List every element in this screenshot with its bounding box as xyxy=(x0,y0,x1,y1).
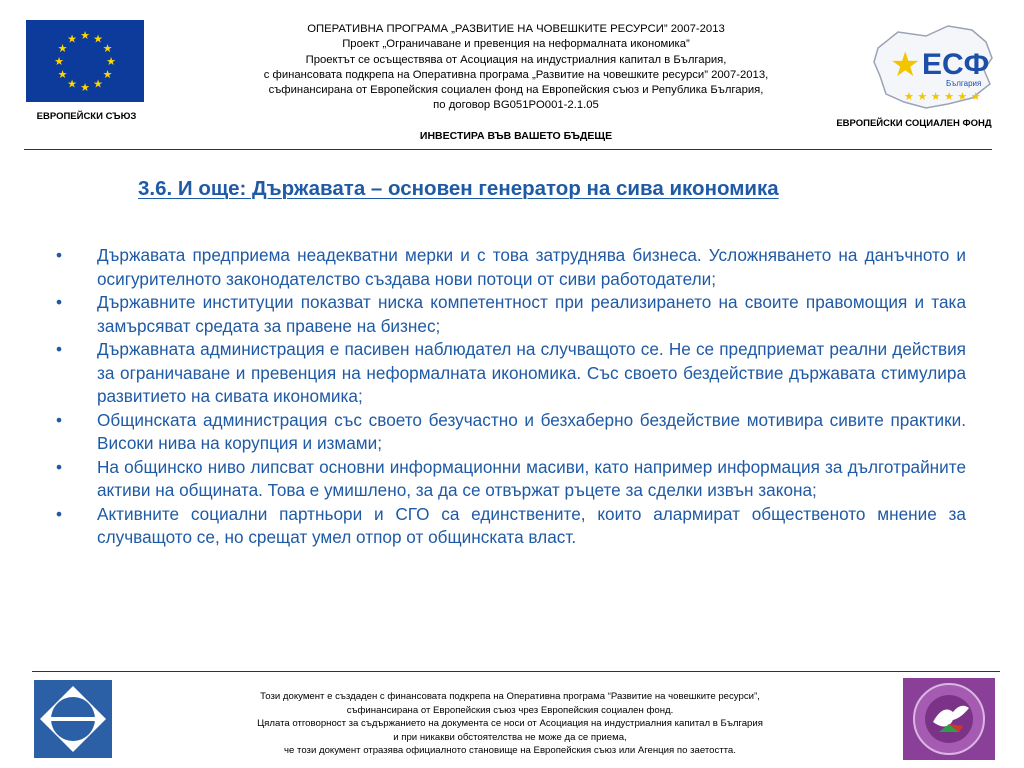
header-line: Проект „Ограничаване и превенция на неформалната икономика” xyxy=(342,38,690,51)
svg-text:★: ★ xyxy=(890,45,921,85)
header-project-info xyxy=(200,22,832,114)
star-icon: ★ xyxy=(102,68,113,81)
esf-logo-subtext: България xyxy=(946,79,982,88)
list-item xyxy=(56,409,966,456)
star-icon: ★ xyxy=(93,77,103,91)
esf-logo xyxy=(868,18,1006,116)
eu-label: ЕВРОПЕЙСКИ СЪЮЗ xyxy=(36,111,137,122)
footer-line: и при никакви обстоятелства не може да се приема, xyxy=(393,731,627,743)
bullet-text: Държавните институции показват ниска компетентност при реализирането на своите правомощия и така замърсяват средата за правене на бизнес; xyxy=(97,292,966,336)
header-line: по договор BG051PO001-2.1.05 xyxy=(433,99,599,112)
bullet-icon: • xyxy=(56,245,63,265)
star-icon: ★ xyxy=(93,32,103,46)
bullet-text: Активните социални партньори и СГО са единствените, които алармират общественото мнение за случващото се, но срещат умел отпор от общинската власт. xyxy=(97,503,966,547)
bullet-icon: • xyxy=(56,456,63,477)
footer-line: че този документ отразява официалното становище на Европейския съюз или Агенция по заетостта. xyxy=(284,745,736,757)
bullet-text: На общинско ниво липсват основни информационни масиви, като например информация за дълготрайните активи на общината. Това е умишлено, за да се отвържат ръцете за сделки извън закона; xyxy=(97,456,966,500)
bullet-icon: • xyxy=(56,339,63,359)
star-icon: ★ xyxy=(57,68,68,81)
esf-logo-text: ЕСФ xyxy=(922,48,990,81)
svg-text:★ ★ ★ ★ ★ ★: ★ ★ ★ ★ ★ ★ xyxy=(904,90,981,103)
bullet-icon: • xyxy=(56,409,63,430)
star-icon: ★ xyxy=(102,42,113,55)
header-line: с финансовата подкрепа на Оперативна програма „Развитие на човешките ресурси” 2007-2013, xyxy=(263,68,769,81)
star-icon: ★ xyxy=(54,55,64,68)
union-seal-logo xyxy=(903,678,995,760)
eu-flag-logo xyxy=(26,20,144,102)
header-divider xyxy=(24,149,992,150)
star-icon: ★ xyxy=(80,81,90,94)
star-icon: ★ xyxy=(67,77,77,91)
footer-line: Този документ е създаден с финансовата подкрепа на Оперативна програма “Развитие на човешките ресурси”, xyxy=(260,691,760,702)
footer-divider xyxy=(32,671,1000,672)
star-icon: ★ xyxy=(57,42,68,55)
slide-title-text: 3.6. И още: Държавата – основен генератор на сива икономика xyxy=(138,177,779,200)
star-icon: ★ xyxy=(106,55,116,68)
list-item xyxy=(56,503,966,550)
bullet-text: Държавната администрация е пасивен наблюдател на случващото се. Не се предприемат реални действия за ограничаване и превенция на неформалната икономика. Със своето бездействие държавата стимулира развитието на сивата икономика; xyxy=(97,339,966,406)
aicb-logo xyxy=(34,680,112,758)
bullet-text: Общинската администрация със своето безучастно и безхаберно бездействие мотивира сивите практики. Високи нива на корупция и измами; xyxy=(97,409,966,453)
header-line: ОПЕРАТИВНА ПРОГРАМА „РАЗВИТИЕ НА ЧОВЕШКИТЕ РЕСУРСИ” 2007-2013 xyxy=(307,23,725,35)
list-item xyxy=(56,456,966,503)
header-line: съфинансирана от Европейския социален фонд на Европейския съюз и Република България, xyxy=(268,84,764,97)
slide-title xyxy=(138,177,958,201)
header-line: Проектът се осъществява от Асоциация на индустриалния капитал в България, xyxy=(305,53,727,66)
footer-disclaimer xyxy=(160,690,860,758)
header-slogan: ИНВЕСТИРА ВЪВ ВАШЕТО БЪДЕЩЕ xyxy=(419,130,613,142)
bullet-icon: • xyxy=(56,292,63,312)
list-item xyxy=(56,338,966,409)
star-icon: ★ xyxy=(80,29,90,42)
bullet-text: Държавата предприема неадекватни мерки и с това затруднява бизнеса. Усложняването на данъчното и осигурителното законодателство създава нови потоци от сиви работодатели; xyxy=(97,245,966,289)
star-icon: ★ xyxy=(67,32,77,46)
footer-line: съфинансирана от Европейския съюз чрез Европейския социален фонд. xyxy=(346,704,674,716)
bullet-list xyxy=(56,244,966,550)
footer-line: Цялата отговорност за съдържанието на документа се носи от Асоциация на индустриалния капитал в България xyxy=(257,718,763,730)
bullet-icon: • xyxy=(56,503,63,524)
list-item xyxy=(56,244,966,291)
list-item xyxy=(56,291,966,338)
esf-label: ЕВРОПЕЙСКИ СОЦИАЛЕН ФОНД xyxy=(836,118,992,129)
